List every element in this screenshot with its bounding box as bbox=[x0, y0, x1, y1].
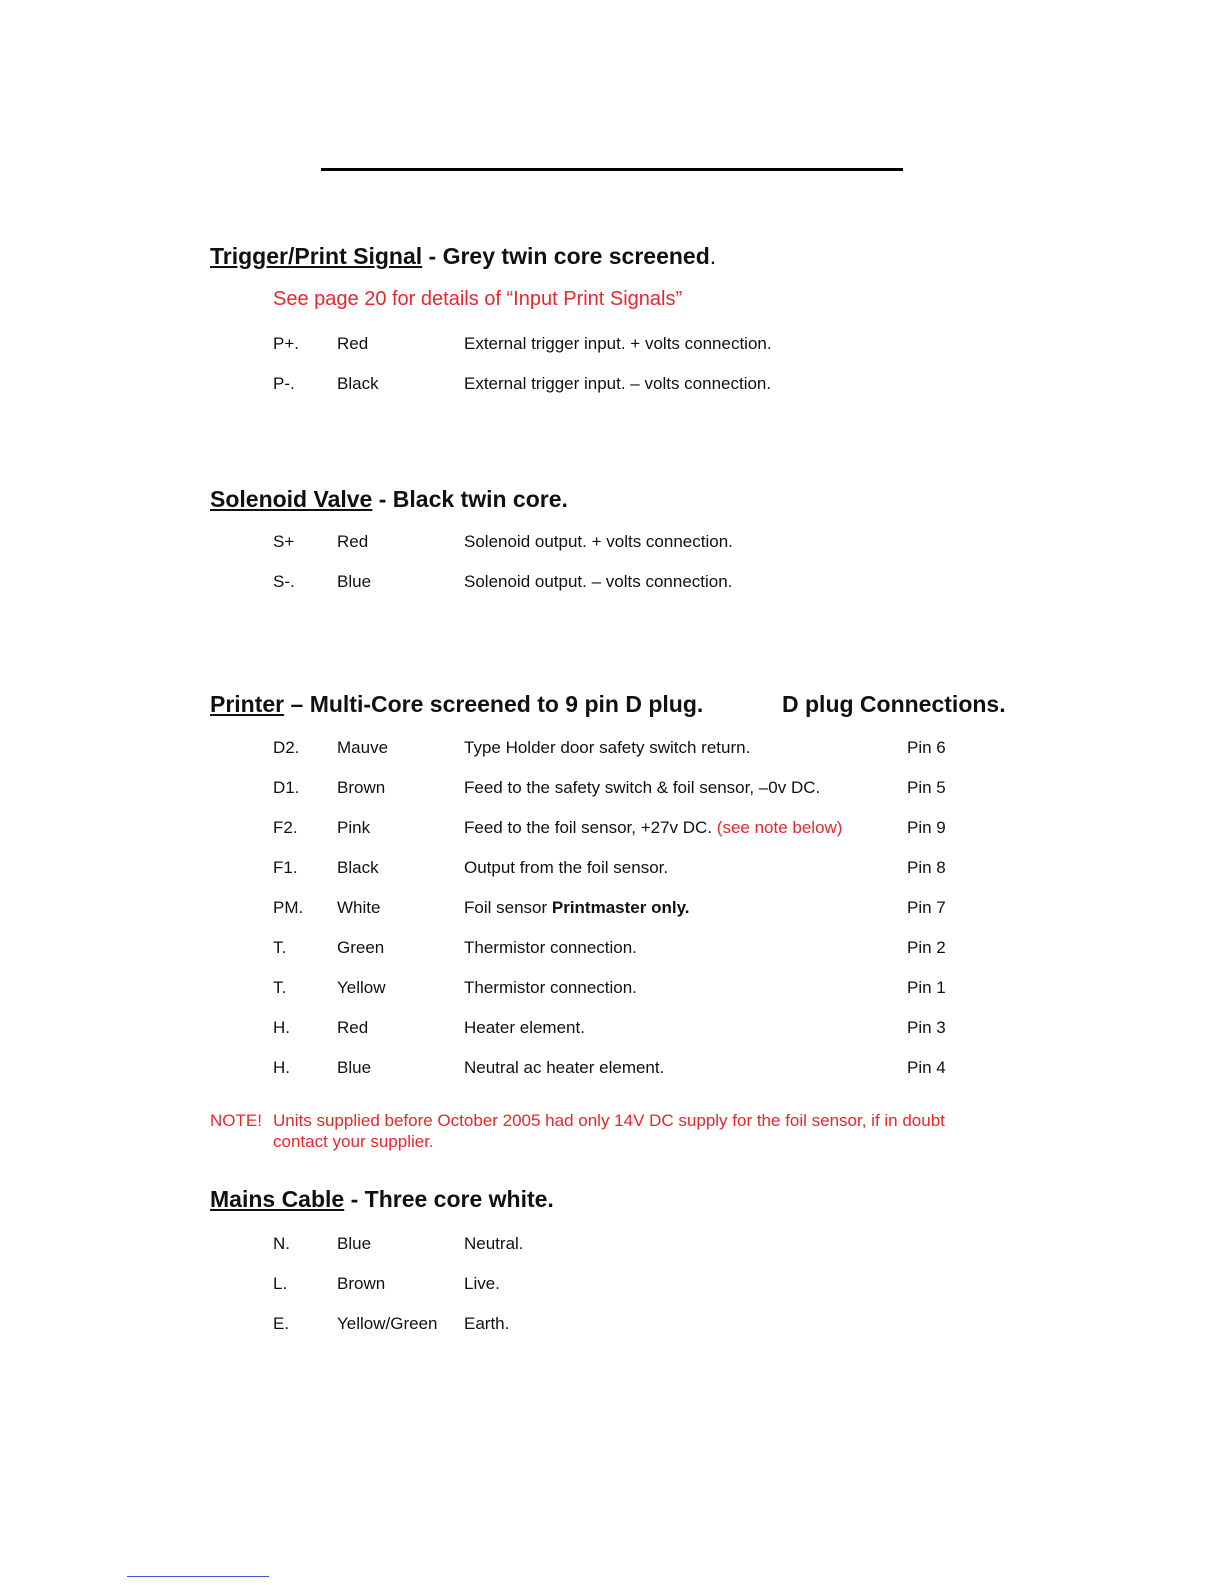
wire-description: Live. bbox=[464, 1274, 500, 1293]
printer-title: Printer bbox=[210, 691, 285, 717]
note-tag: NOTE! bbox=[210, 1111, 262, 1130]
wire-code: S-. bbox=[273, 572, 295, 591]
pin-number: Pin 2 bbox=[907, 938, 946, 957]
pin-number: Pin 4 bbox=[907, 1058, 946, 1077]
footer-rule bbox=[127, 1576, 269, 1577]
wire-code: E. bbox=[273, 1314, 290, 1333]
wire-color: Blue bbox=[337, 1234, 372, 1253]
wire-description: Feed to the safety switch & foil sensor, –0v DC. bbox=[464, 778, 821, 797]
pin-number: Pin 8 bbox=[907, 858, 946, 877]
printmaster-only-label: Printmaster only. bbox=[551, 898, 690, 917]
wire-color: Pink bbox=[337, 818, 371, 837]
wire-code: H. bbox=[273, 1058, 290, 1077]
wire-description-text: Feed to the foil sensor, +27v DC. bbox=[464, 818, 713, 837]
wire-color: Black bbox=[337, 858, 379, 877]
wire-code: P-. bbox=[273, 374, 295, 393]
trigger-dot: . bbox=[709, 243, 717, 269]
wire-description: Neutral ac heater element. bbox=[464, 1058, 665, 1077]
wire-color: Brown bbox=[337, 1274, 386, 1293]
trigger-subtitle: - Grey twin core screened bbox=[422, 243, 710, 269]
see-note-reference: (see note below) bbox=[712, 818, 843, 837]
wire-color: Yellow bbox=[337, 978, 386, 997]
wire-description bbox=[464, 896, 690, 920]
trigger-heading bbox=[210, 242, 716, 270]
wire-description: Solenoid output. – volts connection. bbox=[464, 572, 733, 591]
wire-code: N. bbox=[273, 1234, 290, 1253]
wire-description: Thermistor connection. bbox=[464, 938, 637, 957]
wire-code: D1. bbox=[273, 778, 300, 797]
wire-color: Black bbox=[337, 374, 379, 393]
wire-code: P+. bbox=[273, 334, 299, 353]
wire-color: Red bbox=[337, 334, 369, 353]
wire-description: Earth. bbox=[464, 1314, 510, 1333]
wire-description bbox=[464, 816, 842, 840]
pin-number: Pin 7 bbox=[907, 898, 946, 917]
trigger-title: Trigger/Print Signal bbox=[210, 243, 423, 269]
mains-heading bbox=[210, 1185, 554, 1213]
wire-code: PM. bbox=[273, 898, 304, 917]
wire-description: Type Holder door safety switch return. bbox=[464, 738, 751, 757]
wire-color: Mauve bbox=[337, 738, 389, 757]
wire-color: Green bbox=[337, 938, 385, 957]
wire-code: H. bbox=[273, 1018, 290, 1037]
d-plug-connections-heading: D plug Connections. bbox=[782, 691, 1006, 717]
wire-color: Blue bbox=[337, 572, 372, 591]
wire-code: F2. bbox=[273, 818, 298, 837]
wire-description: External trigger input. + volts connection. bbox=[464, 334, 772, 353]
wire-code: T. bbox=[273, 978, 287, 997]
pin-number: Pin 6 bbox=[907, 738, 946, 757]
wire-description: Heater element. bbox=[464, 1018, 585, 1037]
solenoid-heading bbox=[210, 485, 568, 513]
wire-color: Brown bbox=[337, 778, 386, 797]
pin-number: Pin 3 bbox=[907, 1018, 946, 1037]
solenoid-title: Solenoid Valve bbox=[210, 486, 373, 512]
mains-title: Mains Cable bbox=[210, 1186, 345, 1212]
printer-heading bbox=[210, 690, 1006, 718]
wire-description-text: Foil sensor bbox=[464, 898, 552, 917]
wire-code: D2. bbox=[273, 738, 300, 757]
wire-color: Red bbox=[337, 532, 369, 551]
trigger-page-reference: See page 20 for details of “Input Print Signals” bbox=[273, 288, 683, 310]
wire-code: L. bbox=[273, 1274, 288, 1293]
pin-number: Pin 9 bbox=[907, 818, 946, 837]
wire-color: Red bbox=[337, 1018, 369, 1037]
top-rule bbox=[321, 168, 903, 171]
wire-code: S+ bbox=[273, 532, 295, 551]
wire-code: T. bbox=[273, 938, 287, 957]
wire-description: Output from the foil sensor. bbox=[464, 858, 669, 877]
wire-description: Neutral. bbox=[464, 1234, 524, 1253]
printer-subtitle: – Multi-Core screened to 9 pin D plug. bbox=[284, 691, 704, 717]
wire-description: Solenoid output. + volts connection. bbox=[464, 532, 733, 551]
mains-subtitle: - Three core white. bbox=[344, 1186, 554, 1212]
wire-color: Blue bbox=[337, 1058, 372, 1077]
pin-number: Pin 5 bbox=[907, 778, 946, 797]
wire-color: White bbox=[337, 898, 381, 917]
note-text: Units supplied before October 2005 had only 14V DC supply for the foil sensor, if in doubt contact your supplier. bbox=[273, 1111, 945, 1151]
wire-description: External trigger input. – volts connection. bbox=[464, 374, 772, 393]
pin-number: Pin 1 bbox=[907, 978, 946, 997]
wire-code: F1. bbox=[273, 858, 298, 877]
wire-description: Thermistor connection. bbox=[464, 978, 637, 997]
wire-color: Yellow/Green bbox=[337, 1314, 438, 1333]
solenoid-subtitle: - Black twin core. bbox=[372, 486, 568, 512]
